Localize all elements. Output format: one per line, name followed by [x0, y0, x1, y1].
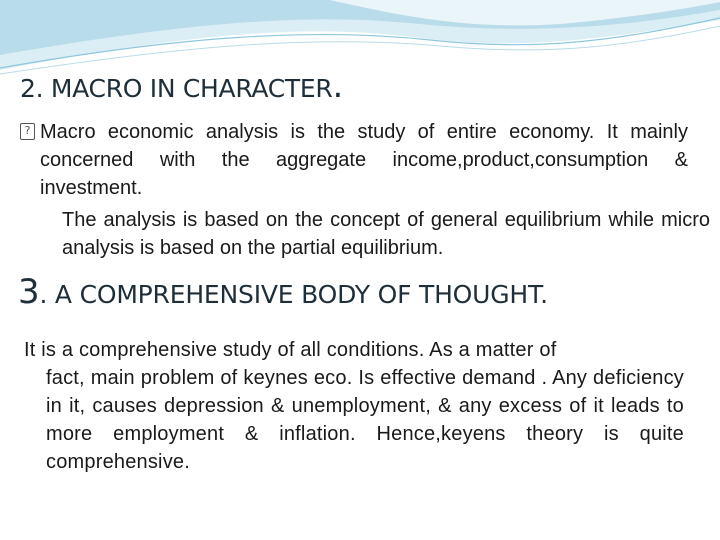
- section-heading-macro: [20, 66, 343, 106]
- paragraph-equilibrium: The analysis is based on the concept of general equilibrium while micro analysis is based on the partial equilibrium.: [62, 209, 710, 259]
- heading-dot: .: [332, 66, 343, 106]
- paragraph-continuation: fact, main problem of keynes eco. Is effective demand . Any deficiency in it, causes depression & unemployment, & any excess of it leads to more employment & inflation. Hence,keyens theory is quite comprehensive.: [46, 367, 684, 473]
- heading-text: 2. MACRO IN CHARACTER: [20, 74, 333, 103]
- paragraph-macro-analysis: Macro economic analysis is the study of entire economy. It mainly concerned with the aggregate income,product,consumption & investment.: [40, 121, 688, 199]
- paragraph-comprehensive-study: [24, 336, 684, 476]
- section-heading-comprehensive: [18, 272, 548, 312]
- heading-text: . A COMPREHENSIVE BODY OF THOUGHT.: [39, 280, 548, 309]
- bullet-icon: ?: [20, 123, 35, 140]
- heading-number: 3: [18, 272, 40, 312]
- paragraph-first-line: It is a comprehensive study of all conditions. As a matter of: [24, 339, 557, 361]
